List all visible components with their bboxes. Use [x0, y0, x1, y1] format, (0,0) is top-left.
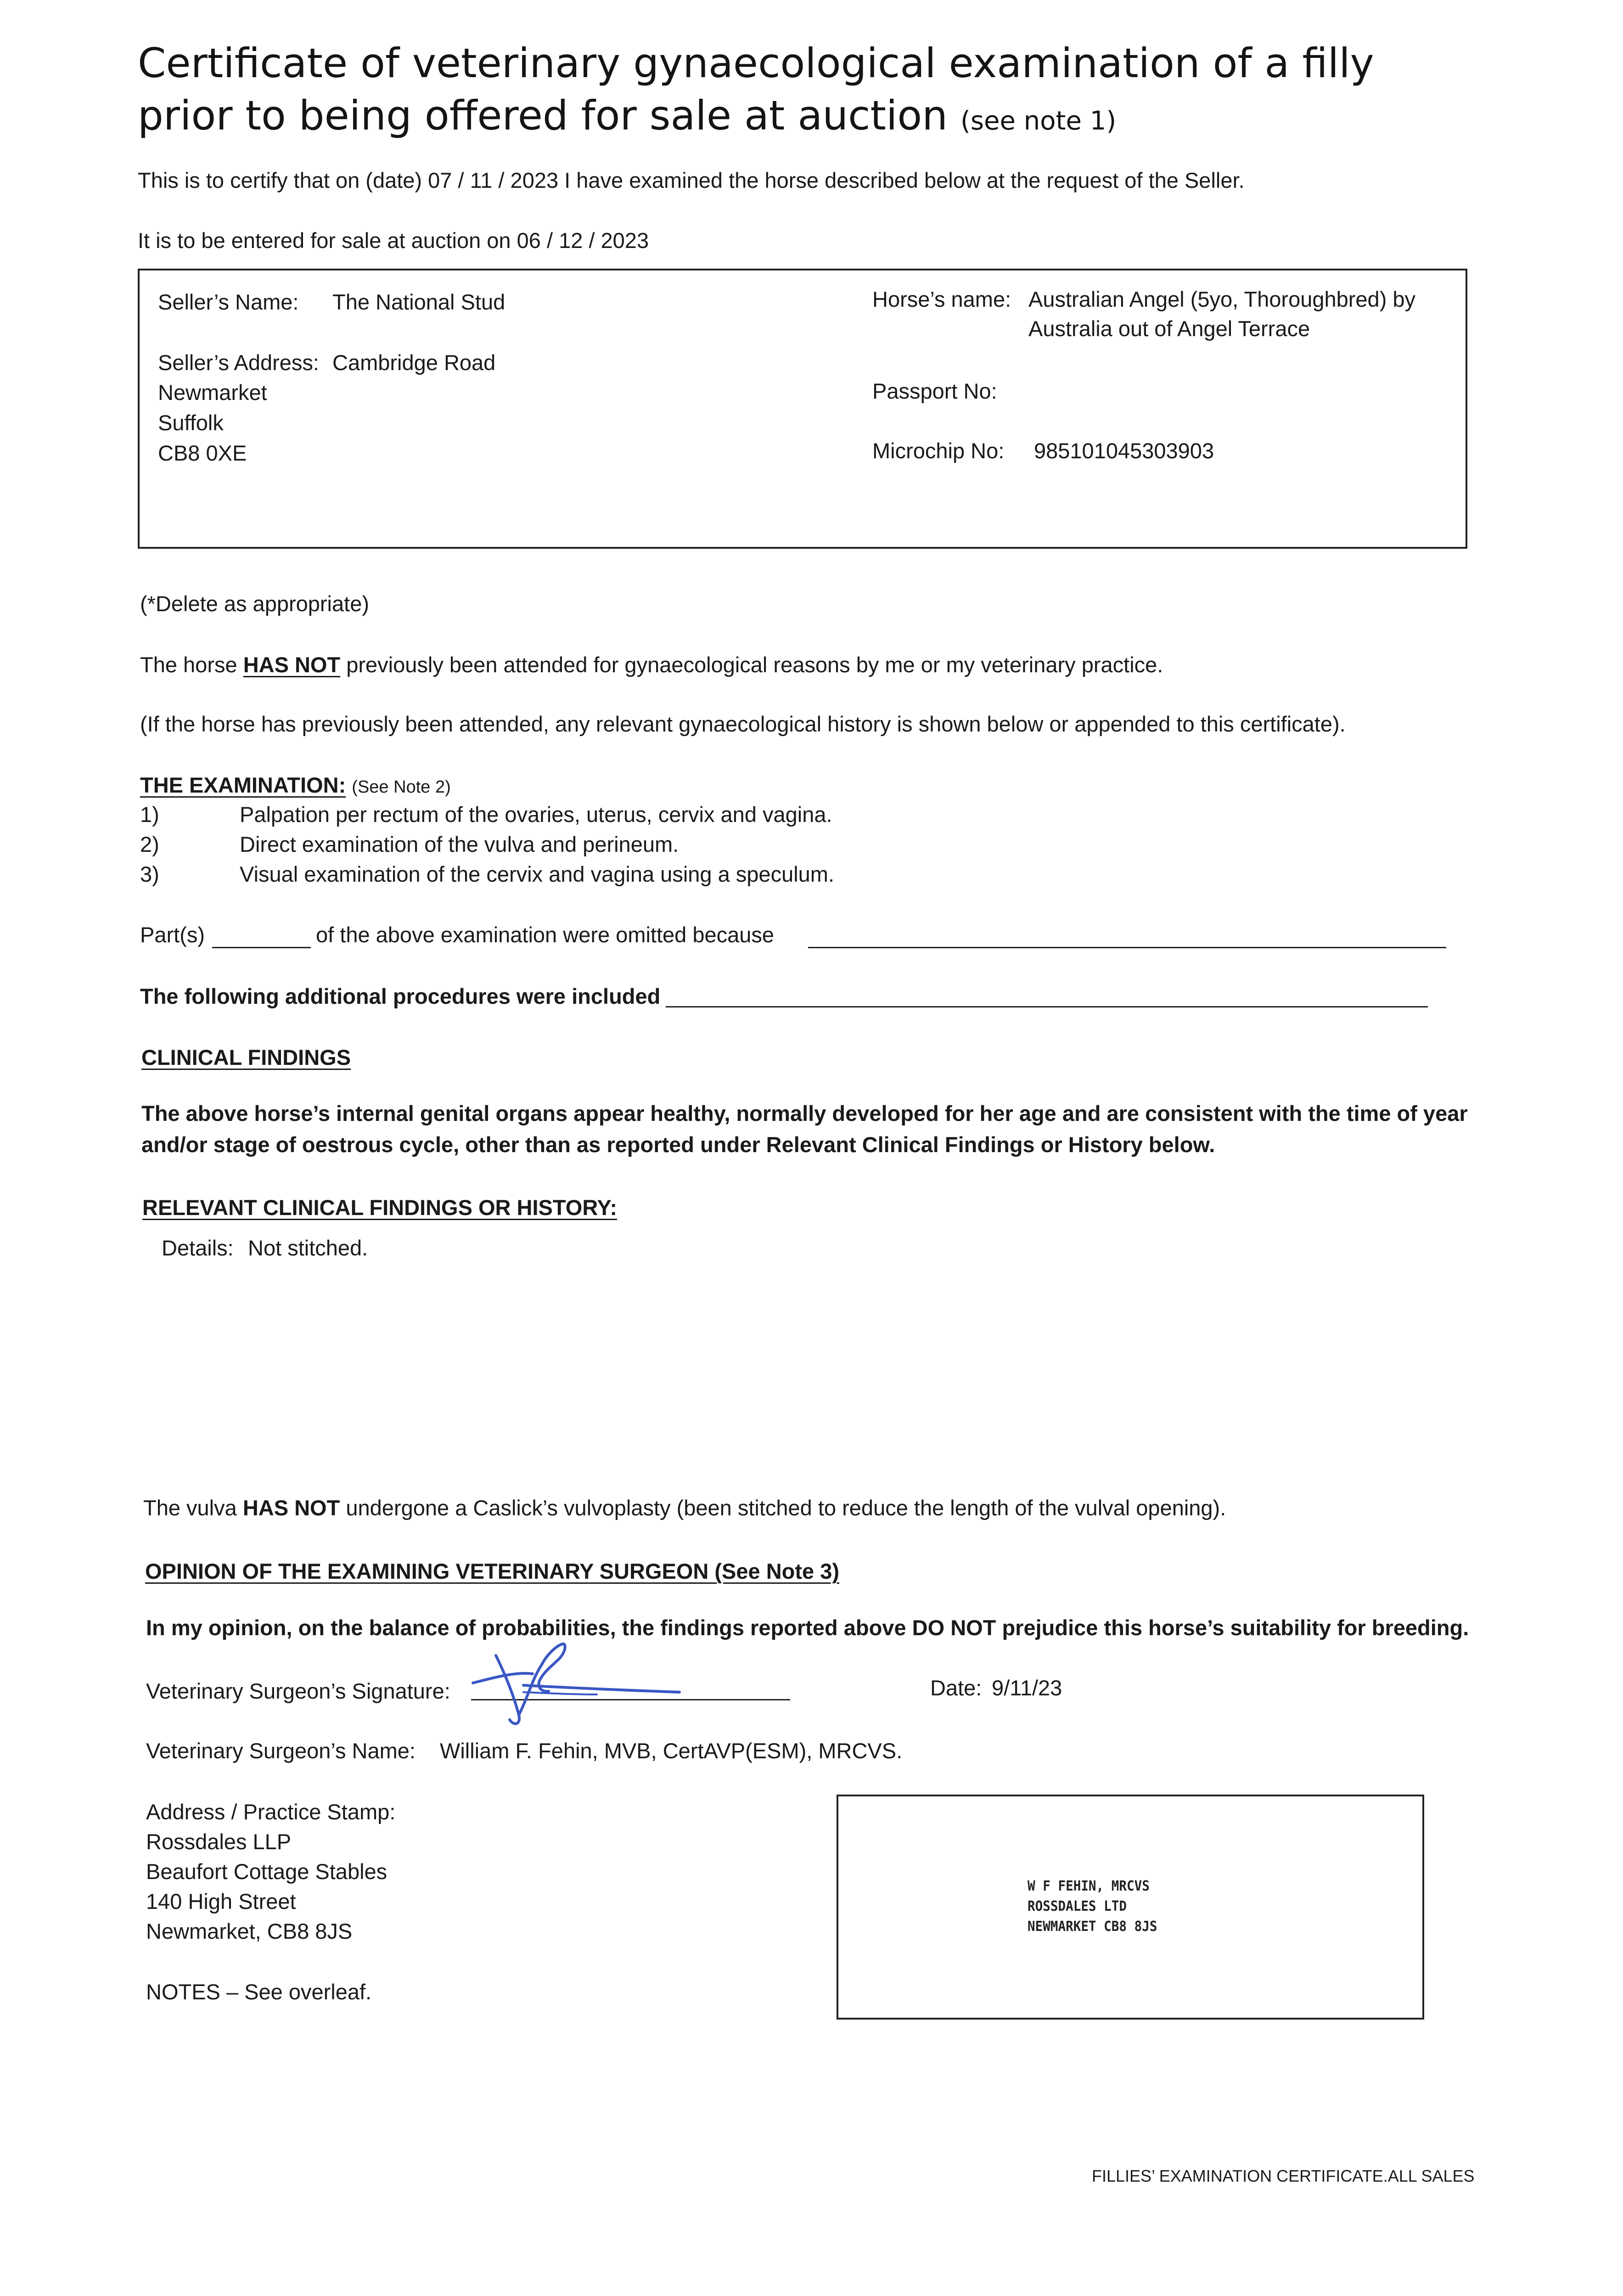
omitted-text: of the above examination were omitted because [316, 923, 775, 947]
certificate-title-main: prior to being offered for sale at auction [138, 92, 948, 139]
examination-heading-row [140, 771, 451, 801]
seller-address-label: Seller’s Address: [158, 350, 319, 375]
attended-pre: The horse [140, 653, 243, 677]
microchip-label: Microchip No: [872, 439, 1005, 463]
auction-statement: It is to be entered for sale at auction on 06 / 12 / 2023 [138, 228, 649, 253]
seller-name-label: Seller’s Name: [158, 290, 299, 314]
examination-heading: THE EXAMINATION: [140, 773, 346, 797]
clinical-statement-line1: The above horse’s internal genital organs appear healthy, normally developed for her age and are consistent with the time of year [141, 1101, 1468, 1125]
surgeon-name-label: Veterinary Surgeon’s Name: [146, 1739, 416, 1763]
microchip-value: 985101045303903 [1034, 439, 1214, 463]
attended-note: (If the horse has previously been attended, any relevant gynaecological history is shown below or appended to this certificate). [140, 712, 1346, 736]
opinion-heading: OPINION OF THE EXAMINING VETERINARY SURGEON (See Note 3) [145, 1559, 840, 1583]
certificate-title-line1: Certificate of veterinary gynaecological examination of a filly [138, 39, 1374, 87]
practice-line1: Rossdales LLP [146, 1829, 292, 1854]
examination-heading-note: (See Note 2) [352, 777, 451, 797]
vulva-status: HAS NOT [242, 1496, 340, 1520]
attended-statement [140, 651, 1163, 679]
omitted-prefix: Part(s) [140, 923, 205, 947]
exam-item-1-text: Palpation per rectum of the ovaries, uterus, cervix and vagina. [240, 802, 832, 827]
date-label: Date: [930, 1676, 982, 1700]
form-identifier: FILLIES’ EXAMINATION CERTIFICATE.ALL SALES [1092, 2167, 1475, 2185]
vulva-statement [143, 1494, 1226, 1522]
practice-address-label: Address / Practice Stamp: [146, 1800, 396, 1824]
additional-procedures-field[interactable] [666, 1006, 1428, 1007]
relevant-findings-heading: RELEVANT CLINICAL FINDINGS OR HISTORY: [142, 1195, 618, 1220]
delete-note: (*Delete as appropriate) [140, 591, 369, 616]
additional-procedures-label: The following additional procedures were included [140, 984, 661, 1008]
signature-scribble [464, 1628, 702, 1733]
stamp-line2: ROSSDALES LTD [1028, 1898, 1127, 1914]
practice-stamp-box [837, 1795, 1424, 2020]
seller-address-line2: Newmarket [158, 380, 267, 405]
signature-label: Veterinary Surgeon’s Signature: [146, 1679, 450, 1703]
horse-name-line2: Australia out of Angel Terrace [1028, 316, 1310, 341]
practice-line3: 140 High Street [146, 1889, 296, 1913]
notes-footer: NOTES – See overleaf. [146, 1980, 372, 2004]
seller-name-value: The National Stud [332, 290, 505, 314]
clinical-findings-heading: CLINICAL FINDINGS [141, 1045, 351, 1069]
seller-address-line3: Suffolk [158, 411, 224, 435]
seller-address-line1: Cambridge Road [332, 350, 496, 375]
exam-item-1-num: 1) [140, 802, 159, 827]
details-label: Details: [162, 1236, 234, 1260]
exam-item-2-num: 2) [140, 832, 159, 856]
opinion-statement: In my opinion, on the balance of probabilities, the findings reported above DO NOT prejudice this horse’s suitability for breeding. [146, 1615, 1469, 1640]
exam-item-3-text: Visual examination of the cervix and vagina using a speculum. [240, 862, 835, 886]
practice-line2: Beaufort Cottage Stables [146, 1859, 387, 1884]
clinical-statement-line2: and/or stage of oestrous cycle, other than as reported under Relevant Clinical Findings or History below. [141, 1132, 1215, 1157]
certificate-title-note: (see note 1) [960, 106, 1117, 136]
certificate-title-line2 [138, 90, 1116, 147]
date-value: 9/11/23 [992, 1676, 1062, 1700]
exam-item-2-text: Direct examination of the vulva and perineum. [240, 832, 679, 856]
attended-status: HAS NOT [243, 653, 341, 677]
horse-name-label: Horse’s name: [872, 287, 1011, 311]
stamp-line3: NEWMARKET CB8 8JS [1028, 1919, 1157, 1935]
vulva-post: undergone a Caslick’s vulvoplasty (been stitched to reduce the length of the vulval opening). [340, 1496, 1226, 1520]
exam-item-3-num: 3) [140, 862, 159, 886]
omitted-reason-field[interactable] [808, 947, 1446, 948]
certify-statement: This is to certify that on (date) 07 / 11 / 2023 I have examined the horse described below at the request of the Seller. [138, 168, 1245, 192]
horse-name-line1: Australian Angel (5yo, Thoroughbred) by [1028, 287, 1416, 311]
passport-label: Passport No: [872, 379, 997, 403]
practice-line4: Newmarket, CB8 8JS [146, 1919, 353, 1943]
details-value: Not stitched. [248, 1236, 368, 1260]
omitted-parts-field[interactable] [212, 947, 311, 948]
seller-address-line4: CB8 0XE [158, 441, 247, 465]
vulva-pre: The vulva [143, 1496, 243, 1520]
surgeon-name-value: William F. Fehin, MVB, CertAVP(ESM), MRCVS. [440, 1739, 903, 1763]
stamp-line1: W F FEHIN, MRCVS [1028, 1878, 1150, 1894]
attended-post: previously been attended for gynaecological reasons by me or my veterinary practice. [340, 653, 1163, 677]
